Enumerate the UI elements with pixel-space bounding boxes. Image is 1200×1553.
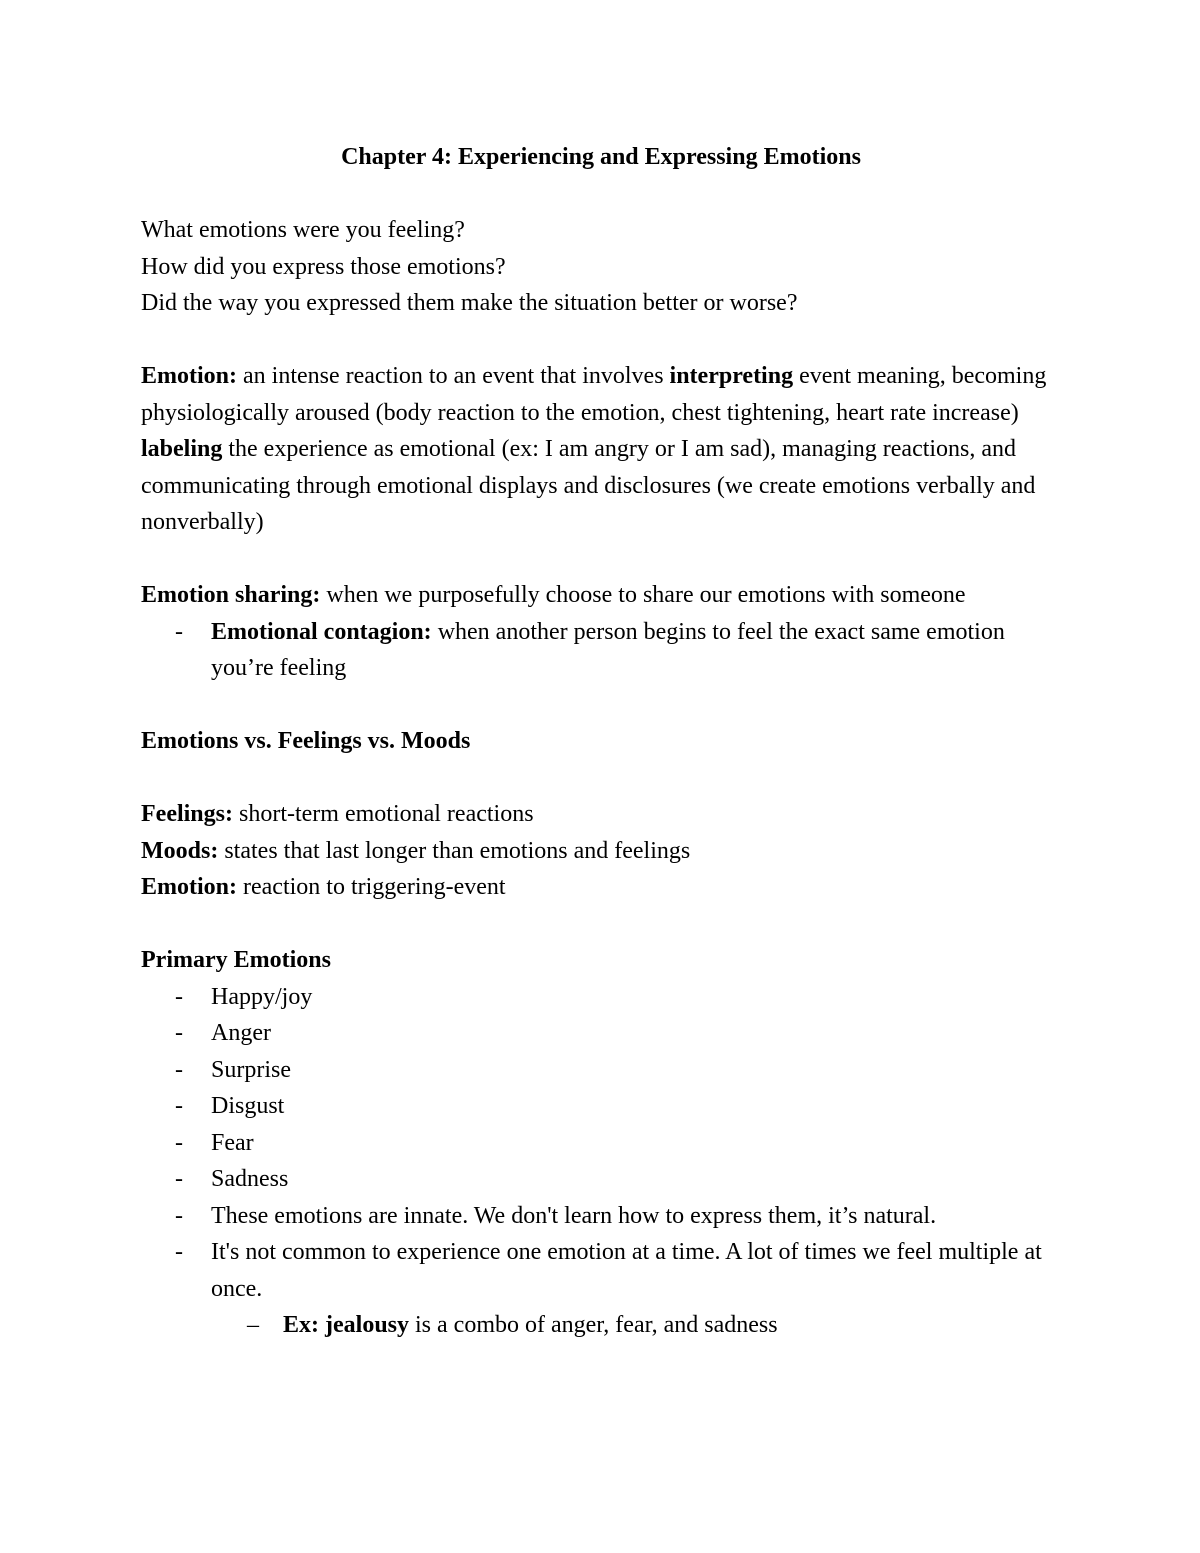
question-line: What emotions were you feeling? [141,217,465,243]
list-item: - Sadness [211,1161,1061,1198]
list-item: - Emotional contagion: when another person begins to feel the exact same emotion you’re feeling [211,614,1061,687]
primary-emotions-section [141,942,1061,1344]
emotion-definition: Emotion: an intense reaction to an event that involves interpreting event meaning, becoming physiologically aroused (body reaction to the emotion, chest tightening, heart rate increase) labeling the experience as emotional (ex: I am angry or I am sad), managing reactions, and communicating through emotional displays and disclosures (we create emotions verbally and nonverbally) [141,363,1047,535]
example-sublist [211,1307,1061,1344]
list-item: - These emotions are innate. We don't learn how to express them, it’s natural. [211,1198,1061,1235]
emotion-term: Emotion: [141,363,237,389]
emotion-sharing-section [141,577,1061,687]
list-item: - Disgust [211,1088,1061,1125]
definitions-block [141,796,1061,906]
list-item: - Surprise [211,1052,1061,1089]
feelings-definition: Feelings: short-term emotional reactions [141,801,534,827]
list-item: - Happy/joy [211,979,1061,1016]
jealousy-term: jealousy [325,1312,409,1338]
list-item: – Ex: jealousy is a combo of anger, fear, and sadness [283,1307,1061,1344]
list-item: - Fear [211,1125,1061,1162]
labeling-term: labeling [141,436,223,462]
list-item: - Anger [211,1015,1061,1052]
question-line: How did you express those emotions? [141,253,506,280]
primary-emotions-list [141,979,1061,1344]
question-line: Did the way you expressed them make the situation better or worse? [141,290,798,316]
page-title: Chapter 4: Experiencing and Expressing Emotions [341,144,861,170]
document-page [141,139,1061,1344]
interpreting-term: interpreting [669,363,794,389]
section-heading: Emotions vs. Feelings vs. Moods [141,728,471,754]
moods-definition: Moods: states that last longer than emotions and feelings [141,837,691,864]
emotion-sharing-term: Emotion sharing: [141,582,321,608]
list-item: - It's not common to experience one emotion at a time. A lot of times we feel multiple at once. – Ex: jealousy is a combo of anger, fear, and sadness [211,1234,1061,1344]
emotion-sharing-list [141,614,1061,687]
emotion-sharing-definition: Emotion sharing: when we purposefully choose to share our emotions with someone [141,582,966,608]
emotion-short-definition: Emotion: reaction to triggering-event [141,874,506,900]
section-heading: Primary Emotions [141,947,331,973]
questions-block [141,212,1061,322]
emotional-contagion-term: Emotional contagion: [211,618,432,645]
